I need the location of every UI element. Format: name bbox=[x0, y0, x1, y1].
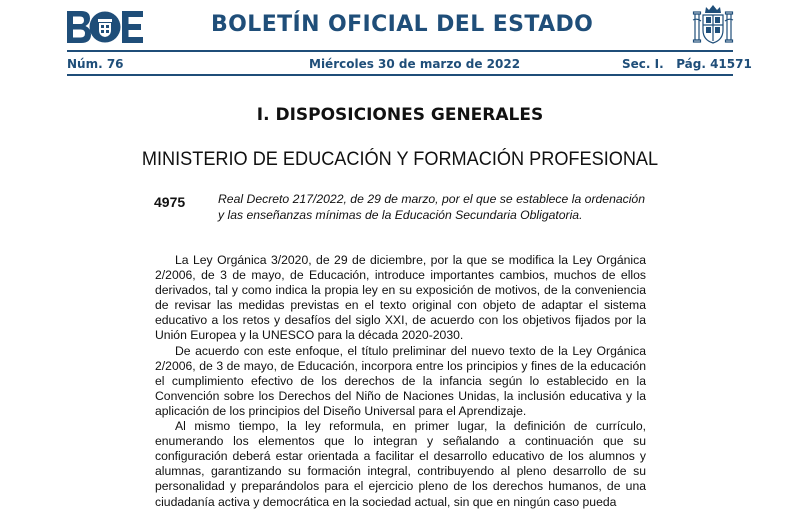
paragraph: De acuerdo con este enfoque, el título preliminar del nuevo texto de la Ley Orgánica 2/2006, de 3 de mayo, de Educación, incorpora entre los principios y fines de la educación el cumplimiento efectivo de los derechos de la infancia según lo establecido en la Convención sobre los Derechos del Niño de Naciones Unidas, la inclusión educativa y la aplicación de los principios del Diseño Universal para el Aprendizaje. bbox=[155, 343, 646, 418]
paragraph: Al mismo tiempo, la ley reformula, en primer lugar, la definición de currículo, enumerando los elementos que lo integran y señalando a continuación que su configuración deberá estar orientada a facilitar el desarrollo educativo de los alumnos y alumnas, garantizando su formación integral, contribuyendo al pleno desarrollo de su personalidad y preparándolos para el ejercicio pleno de los derechos humanos, de una ciudadanía activa y democrática en la sociedad actual, sin que en ningún caso pueda bbox=[155, 419, 646, 509]
decree-title: Real Decreto 217/2022, de 29 de marzo, por el que se establece la ordenación y las enseñanzas mínimas de la Educación Secundaria Obligatoria. bbox=[218, 192, 645, 222]
section-heading: I. DISPOSICIONES GENERALES bbox=[256, 105, 544, 125]
paragraph: La Ley Orgánica 3/2020, de 29 de diciembre, por la que se modifica la Ley Orgánica 2/2006, de 3 de mayo, de Educación, introduce importantes cambios, muchos de ellos derivados, tal y como indica la propia ley en su exposición de motivos, de la conveniencia de revisar las medidas previstas en el texto original con objeto de adaptar el sistema educativo a los retos y desafíos del siglo XXI, de acuerdo con los objetivos fijados por la Unión Europea y la UNESCO para la década 2020-2030. bbox=[155, 253, 646, 343]
issue-number: Núm. 76 bbox=[67, 57, 124, 71]
issue-date: Miércoles 30 de marzo de 2022 bbox=[309, 57, 521, 71]
coat-of-arms-icon bbox=[692, 4, 734, 46]
decree-number: 4975 bbox=[154, 194, 186, 210]
header-rule-bottom bbox=[67, 74, 733, 76]
boe-logo bbox=[67, 11, 143, 43]
gazette-title: BOLETÍN OFICIAL DEL ESTADO bbox=[211, 12, 594, 37]
ministry-heading: MINISTERIO DE EDUCACIÓN Y FORMACIÓN PROFESIONAL bbox=[141, 148, 659, 170]
header-rule-top bbox=[67, 50, 733, 52]
section-page: Sec. I. Pág. 41571 bbox=[622, 57, 752, 71]
body-text bbox=[155, 253, 646, 510]
